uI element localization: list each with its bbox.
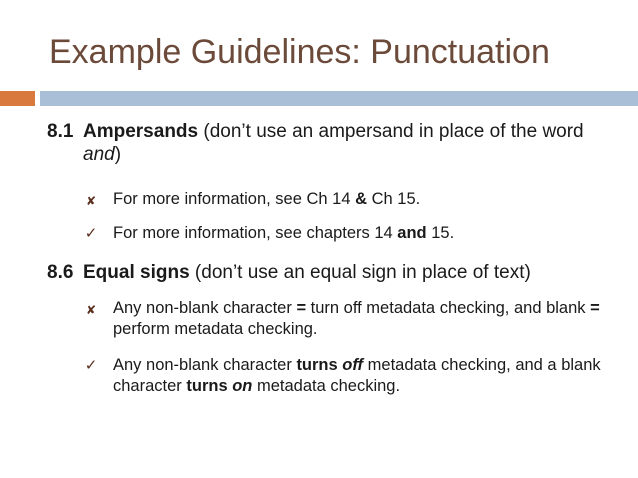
guideline-text [83, 120, 607, 166]
guideline-description: (don’t use an ampersand in place of the word [198, 121, 584, 142]
slide-title: Example Guidelines: Punctuation [49, 33, 550, 71]
guideline-description-emphasis: and [83, 144, 115, 165]
guideline-heading: Ampersands [83, 121, 199, 142]
guideline-8-6 [47, 261, 607, 284]
guideline-number: 8.1 [47, 121, 74, 142]
bullet-text: Any non-blank character turns off metadata checking, and a blank character turns on metadata checking. [113, 356, 601, 395]
guideline-text [83, 261, 607, 284]
check-mark-icon: ✓ [84, 357, 98, 374]
guideline-heading: Equal signs [83, 262, 190, 283]
guideline-description-end: ) [114, 144, 122, 165]
accent-bar-orange [0, 91, 35, 106]
cross-mark-icon: ✘ [85, 194, 97, 208]
bullet-incorrect-equal-sign [83, 298, 603, 340]
bullet-correct-ampersand [83, 223, 603, 244]
guideline-8-1 [47, 120, 607, 166]
bullet-text: For more information, see Ch 14 & Ch 15. [113, 190, 421, 208]
bullet-text: Any non-blank character = turn off metadata checking, and blank = perform metadata checking. [113, 299, 600, 338]
guideline-description: (don’t use an equal sign in place of text) [189, 262, 531, 283]
guideline-number: 8.6 [47, 262, 74, 283]
accent-bar-blue [40, 91, 638, 106]
bullet-incorrect-ampersand [83, 189, 603, 210]
check-mark-icon: ✓ [84, 225, 98, 242]
cross-mark-icon: ✘ [85, 303, 97, 317]
bullet-correct-equal-sign [83, 355, 603, 397]
bullet-text: For more information, see chapters 14 and 15. [113, 224, 455, 242]
